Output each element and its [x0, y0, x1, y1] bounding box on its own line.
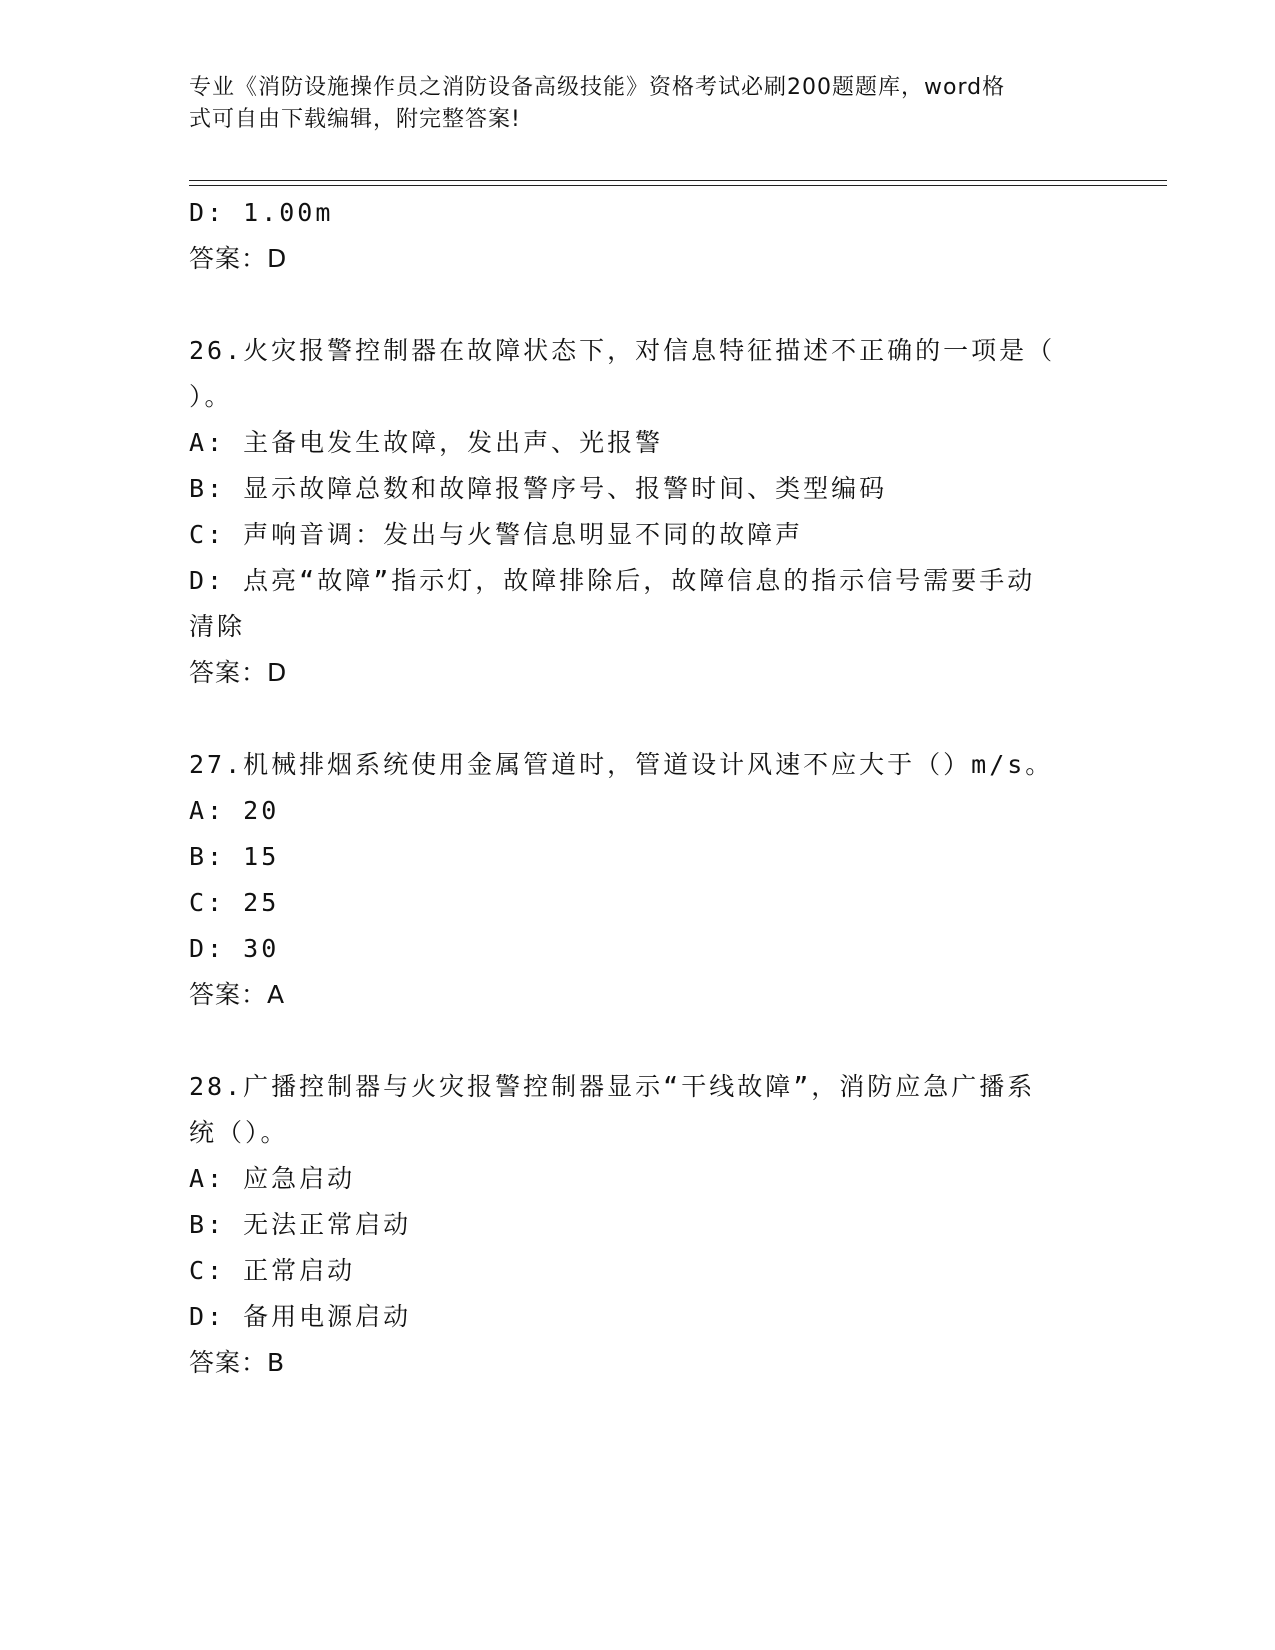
- option-a: A: 20: [189, 796, 280, 825]
- option-c: C: 25: [189, 888, 280, 917]
- option-d: D: 备用电源启动: [189, 1302, 412, 1331]
- question-27: [189, 742, 1089, 1018]
- answer-line: 答案：D: [189, 244, 288, 273]
- header-line-1: 专业《消防设施操作员之消防设备高级技能》资格考试必刷200题题库，word格: [189, 75, 1006, 100]
- option-a: A: 主备电发生故障，发出声、光报警: [189, 428, 664, 457]
- option-a: A: 应急启动: [189, 1164, 356, 1193]
- option-b: B: 显示故障总数和故障报警序号、报警时间、类型编码: [189, 474, 888, 503]
- question-stem: 28.广播控制器与火灾报警控制器显示“干线故障”，消防应急广播系: [189, 1072, 1036, 1101]
- option-d: D: 点亮“故障”指示灯，故障排除后，故障信息的指示信号需要手动: [189, 566, 1036, 595]
- previous-question-tail: [189, 190, 1089, 282]
- option-c: C: 声响音调：发出与火警信息明显不同的故障声: [189, 520, 804, 549]
- header-divider: [189, 180, 1167, 186]
- header-line-2: 式可自由下载编辑，附完整答案!: [189, 107, 521, 132]
- spacer: [189, 696, 1089, 742]
- question-stem-continued: 统（）。: [189, 1118, 289, 1147]
- question-28: [189, 1064, 1089, 1386]
- document-body: [189, 190, 1089, 1386]
- question-stem-continued: ）。: [189, 382, 233, 411]
- spacer: [189, 1018, 1089, 1064]
- option-c: C: 正常启动: [189, 1256, 356, 1285]
- option-d: D: 30: [189, 934, 280, 963]
- option-b: B: 无法正常启动: [189, 1210, 412, 1239]
- question-stem: 26.火灾报警控制器在故障状态下，对信息特征描述不正确的一项是（: [189, 336, 1056, 365]
- spacer: [189, 282, 1089, 328]
- answer-line: 答案：A: [189, 980, 286, 1009]
- option-d-continued: 清除: [189, 612, 246, 641]
- answer-line: 答案：B: [189, 1348, 286, 1377]
- question-stem: 27.机械排烟系统使用金属管道时，管道设计风速不应大于（）m/s。: [189, 750, 1054, 779]
- option-d: D: 1.00m: [189, 198, 334, 227]
- answer-line: 答案：D: [189, 658, 288, 687]
- page-header: [189, 72, 1089, 136]
- option-b: B: 15: [189, 842, 280, 871]
- question-26: [189, 328, 1089, 696]
